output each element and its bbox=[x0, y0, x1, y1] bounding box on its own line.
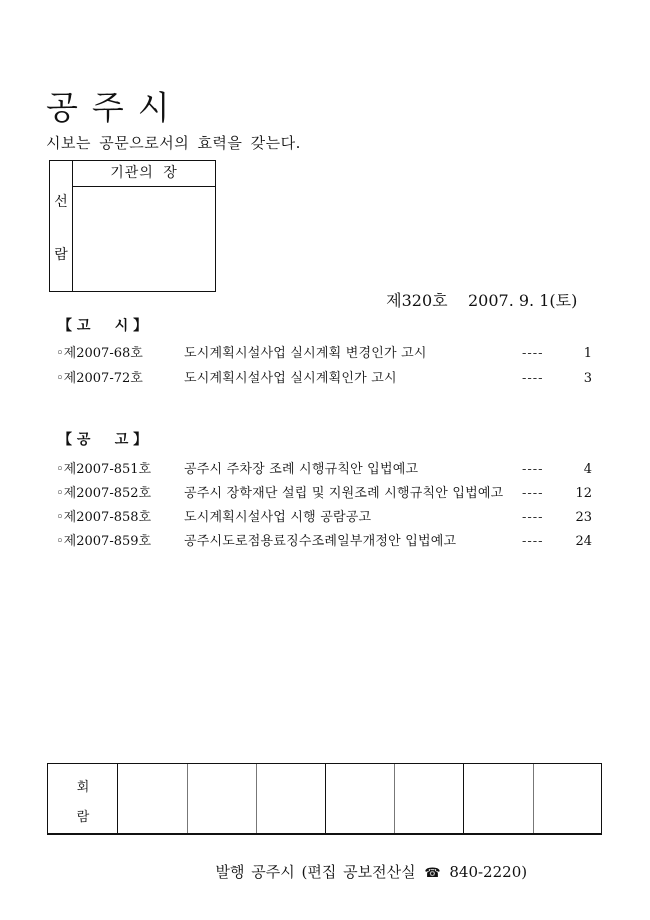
approval-signature-area bbox=[73, 187, 215, 291]
circulation-divider bbox=[117, 764, 118, 833]
section-heading-gosi: 【 고 시 】 bbox=[58, 318, 148, 334]
page-number: 24 bbox=[575, 534, 592, 549]
circulation-cell-divider bbox=[394, 764, 395, 833]
publisher-footer bbox=[202, 839, 527, 885]
doc-number: ◦제2007-851호 bbox=[56, 462, 152, 477]
circulation-cell-divider bbox=[187, 764, 188, 833]
approval-box bbox=[49, 160, 216, 292]
leader-dashes: ---- bbox=[522, 462, 544, 477]
issue-number: 제320호 bbox=[386, 291, 448, 310]
publisher-text: 발행 공주시 (편집 공보전산실 bbox=[215, 863, 416, 881]
page-number: 1 bbox=[583, 346, 592, 361]
doc-title[interactable]: 공주시 장학재단 설립 및 지원조례 시행규칙안 입법예고 bbox=[184, 486, 504, 501]
toc-row[interactable] bbox=[56, 368, 596, 390]
approval-header: 기관의 장 bbox=[73, 161, 215, 187]
doc-number: ◦제2007-858호 bbox=[56, 510, 152, 525]
toc-row[interactable] bbox=[56, 459, 596, 481]
doc-title[interactable]: 공주시도로점용료징수조례일부개정안 입법예고 bbox=[184, 534, 457, 549]
issue-date: 2007. 9. 1(토) bbox=[467, 291, 578, 310]
page-number: 3 bbox=[583, 371, 592, 386]
toc-row[interactable] bbox=[56, 507, 596, 529]
page-number: 23 bbox=[575, 510, 592, 525]
circulation-cell-divider bbox=[533, 764, 534, 833]
doc-title[interactable]: 도시계획시설사업 시행 공람공고 bbox=[184, 510, 372, 525]
approval-label-ram: 람 bbox=[54, 247, 68, 263]
circulation-cell-divider bbox=[256, 764, 257, 833]
phone-icon: ☎ bbox=[424, 866, 441, 881]
leader-dashes: ---- bbox=[522, 346, 544, 361]
circulation-cell-divider bbox=[325, 764, 326, 833]
page-title: 공주시 bbox=[46, 88, 184, 127]
doc-number: ◦제2007-68호 bbox=[56, 346, 143, 361]
issue-info bbox=[376, 268, 577, 312]
page-number: 12 bbox=[575, 486, 592, 501]
toc-row[interactable] bbox=[56, 483, 596, 505]
doc-number: ◦제2007-852호 bbox=[56, 486, 152, 501]
toc-row[interactable] bbox=[56, 531, 596, 553]
page-number: 4 bbox=[583, 462, 592, 477]
phone-number: 840-2220) bbox=[449, 863, 528, 881]
circulation-table bbox=[47, 763, 602, 835]
leader-dashes: ---- bbox=[522, 486, 544, 501]
doc-title[interactable]: 공주시 주차장 조례 시행규칙안 입법예고 bbox=[184, 462, 419, 477]
approval-label-seon: 선 bbox=[54, 194, 68, 210]
doc-number: ◦제2007-72호 bbox=[56, 371, 143, 386]
toc-row[interactable] bbox=[56, 343, 596, 365]
doc-number: ◦제2007-859호 bbox=[56, 534, 152, 549]
leader-dashes: ---- bbox=[522, 510, 544, 525]
leader-dashes: ---- bbox=[522, 534, 544, 549]
section-heading-gonggo: 【 공 고 】 bbox=[58, 432, 148, 448]
circulation-label-ram: 람 bbox=[76, 810, 90, 825]
subtitle: 시보는 공문으로서의 효력을 갖는다. bbox=[46, 134, 301, 152]
doc-title[interactable]: 도시계획시설사업 실시계획 변경인가 고시 bbox=[184, 346, 427, 361]
approval-side-column bbox=[50, 161, 73, 291]
circulation-label-hoe: 회 bbox=[76, 780, 90, 795]
doc-title[interactable]: 도시계획시설사업 실시계획인가 고시 bbox=[184, 371, 397, 386]
circulation-cell-divider bbox=[463, 764, 464, 833]
leader-dashes: ---- bbox=[522, 371, 544, 386]
